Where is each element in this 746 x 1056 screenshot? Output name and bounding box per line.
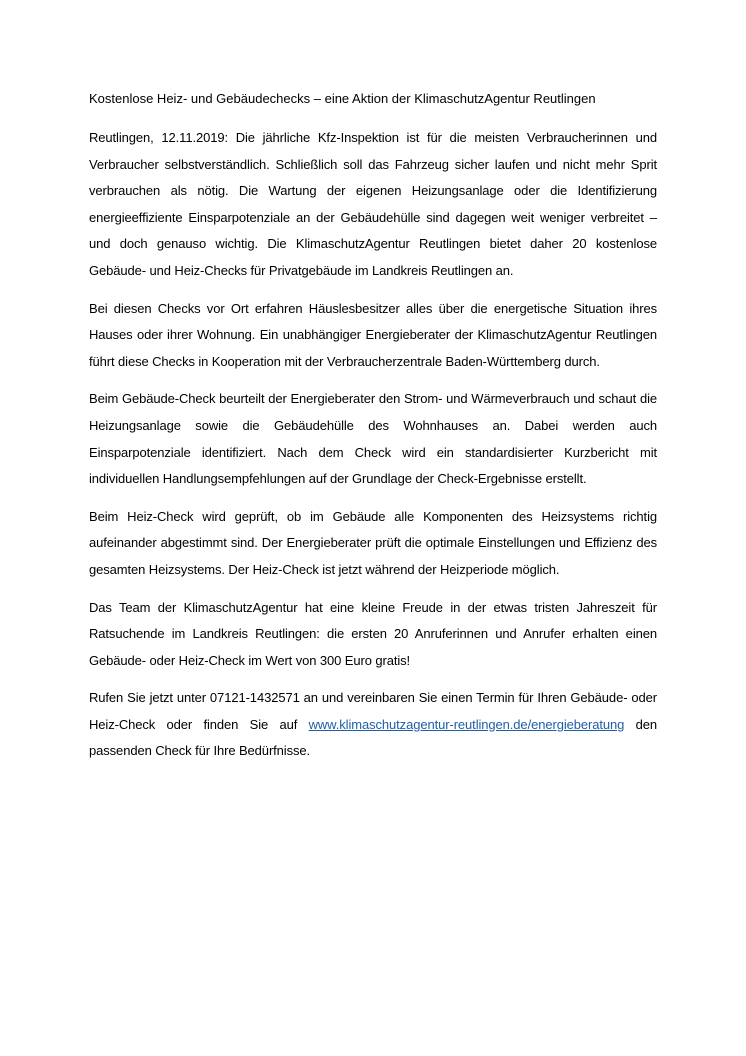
paragraph-building-check: Beim Gebäude-Check beurteilt der Energieberater den Strom- und Wärmeverbrauch und schaut die Heizungsanlage sowie die Gebäudehülle des Wohnhauses an. Dabei werden auch Einsparpotenziale identifiziert. Nach dem Check wird ein standardisierter Kurzbericht mit individuellen Handlungsempfehlungen auf der Grundlage der Check-Ergebnisse erstellt. xyxy=(89,391,657,487)
document-title: Kostenlose Heiz- und Gebäudechecks – eine Aktion der KlimaschutzAgentur Reutlingen xyxy=(89,91,596,106)
document-page xyxy=(89,89,657,776)
contact-text-before: Rufen Sie jetzt unter 07121-1432571 an und vereinbaren Sie einen Termin für Ihren Gebäude- oder Heiz-Check oder finden Sie auf xyxy=(89,690,657,732)
paragraph-contact xyxy=(89,685,657,765)
energieberatung-link[interactable]: www.klimaschutzagentur-reutlingen.de/energieberatung xyxy=(308,716,625,732)
paragraph-intro: Reutlingen, 12.11.2019: Die jährliche Kfz-Inspektion ist für die meisten Verbraucherinnen und Verbraucher selbstverständlich. Schließlich soll das Fahrzeug sicher laufen und nicht mehr Sprit verbrauchen als nötig. Die Wartung der eigenen Heizungsanlage oder die Identifizierung energieeffiziente Einsparpotenziale an der Gebäudehülle sind dagegen weit weniger verbreitet – und doch genauso wichtig. Die KlimaschutzAgentur Reutlingen bietet daher 20 kostenlose Gebäude- und Heiz-Checks für Privatgebäude im Landkreis Reutlingen an. xyxy=(89,130,657,278)
paragraph-heating-check: Beim Heiz-Check wird geprüft, ob im Gebäude alle Komponenten des Heizsystems richtig aufeinander abgestimmt sind. Der Energieberater prüft die optimale Einstellungen und Effizienz des gesamten Heizsystems. Der Heiz-Check ist jetzt während der Heizperiode möglich. xyxy=(89,508,657,577)
contact-text-after: den passenden Check für Ihre Bedürfnisse. xyxy=(89,716,657,759)
paragraph-checks: Bei diesen Checks vor Ort erfahren Häuslesbesitzer alles über die energetische Situation ihres Hauses oder ihrer Wohnung. Ein unabhängiger Energieberater der KlimaschutzAgentur Reutlingen führt diese Checks in Kooperation mit der Verbraucherzentrale Baden-Württemberg durch. xyxy=(89,300,657,369)
paragraph-offer: Das Team der KlimaschutzAgentur hat eine kleine Freude in der etwas tristen Jahreszeit für Ratsuchende im Landkreis Reutlingen: die ersten 20 Anruferinnen und Anrufer erhalten einen Gebäude- oder Heiz-Check im Wert von 300 Euro gratis! xyxy=(89,599,657,668)
